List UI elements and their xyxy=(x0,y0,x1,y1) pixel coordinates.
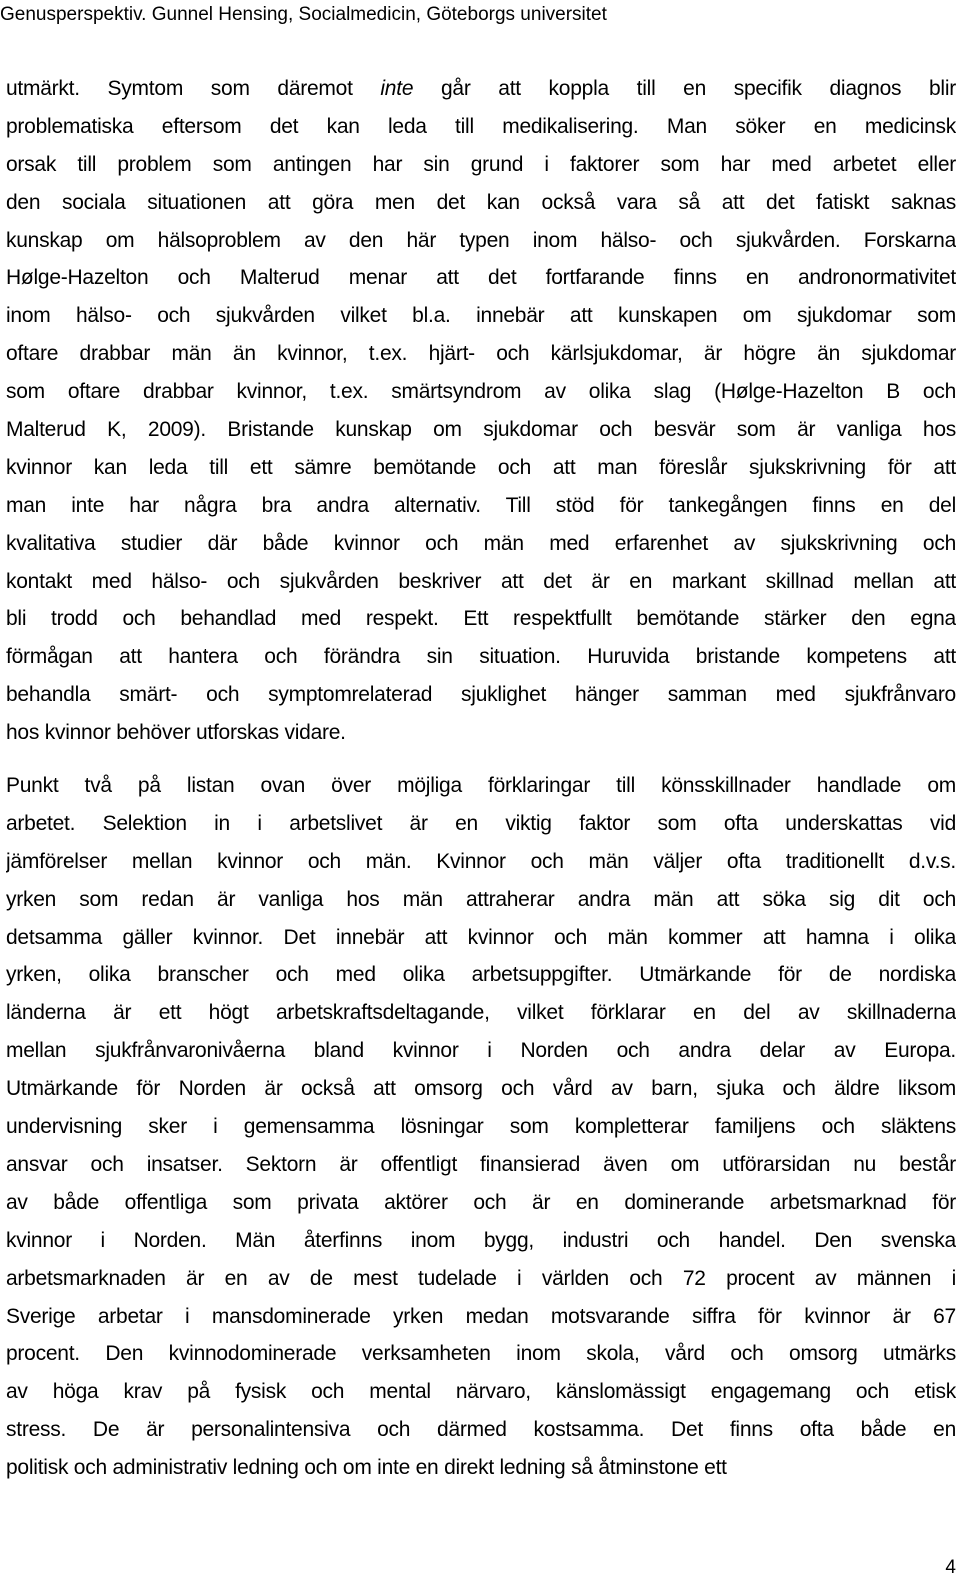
text-line: länderna är ett högt arbetskraftsdeltagande, vilket förklarar en del av skillnaderna xyxy=(6,1001,956,1025)
text-line: Malterud K, 2009). Bristande kunskap om sjukdomar och besvär som är vanliga hos xyxy=(6,418,956,442)
text-line: Hølge-Hazelton och Malterud menar att det fortfarande finns en andronormativitet xyxy=(6,266,956,290)
text-line: problematiska eftersom det kan leda till medikalisering. Man söker en medicinsk xyxy=(6,114,956,138)
text-segment: utmärkt. Symtom som däremot xyxy=(6,77,381,100)
text-line: politisk och administrativ ledning och om inte en direkt ledning så åtminstone ett xyxy=(6,1456,727,1480)
text-line: yrken, olika branscher och med olika arbetsuppgifter. Utmärkande för de nordiska xyxy=(6,963,956,987)
text-line: Punkt två på listan ovan över möjliga förklaringar till könsskillnader handlade om xyxy=(6,774,956,798)
text-line: stress. De är personalintensiva och därmed kostsamma. Det finns ofta både en xyxy=(6,1418,956,1442)
page-number: 4 xyxy=(945,1557,956,1578)
text-line: kunskap om hälsoproblem av den här typen inom hälso- och sjukvården. Forskarna xyxy=(6,228,956,252)
text-line: arbetsmarknaden är en av de mest tudelade i världen och 72 procent av männen i xyxy=(6,1266,956,1290)
text-line: inom hälso- och sjukvården vilket bl.a. innebär att kunskapen om sjukdomar som xyxy=(6,304,956,328)
text-line: behandla smärt- och symptomrelaterad sjuklighet hänger samman med sjukfrånvaro xyxy=(6,683,956,707)
text-line: mellan sjukfrånvaronivåerna bland kvinnor i Norden och andra delar av Europa. xyxy=(6,1039,956,1063)
text-line: ansvar och insatser. Sektorn är offentligt finansierad även om utförarsidan nu består xyxy=(6,1152,956,1176)
text-line: den sociala situationen att göra men det kan också vara så att det fatiskt saknas xyxy=(6,190,956,214)
text-line: oftare drabbar män än kvinnor, t.ex. hjärt- och kärlsjukdomar, är högre än sjukdomar xyxy=(6,342,956,366)
text-segment: går att koppla till en specifik diagnos blir xyxy=(413,77,956,100)
text-line: som oftare drabbar kvinnor, t.ex. smärtsyndrom av olika slag (Hølge-Hazelton B och xyxy=(6,380,956,404)
text-line: kvinnor i Norden. Män återfinns inom bygg, industri och handel. Den svenska xyxy=(6,1228,956,1252)
paragraph xyxy=(6,70,956,752)
text-line xyxy=(6,70,956,108)
paragraph-spacer xyxy=(6,752,956,767)
text-line: förmågan att hantera och förändra sin situation. Huruvida bristande kompetens att xyxy=(6,645,956,669)
text-line: arbetet. Selektion in i arbetslivet är en viktig faktor som ofta underskattas vid xyxy=(6,811,956,835)
paragraph xyxy=(6,767,956,1487)
emphasis: inte xyxy=(380,77,414,100)
text-line: detsamma gäller kvinnor. Det innebär att kvinnor och män kommer att hamna i olika xyxy=(6,925,956,949)
text-line: man inte har några bra andra alternativ. Till stöd för tankegången finns en del xyxy=(6,493,956,517)
text-line: hos kvinnor behöver utforskas vidare. xyxy=(6,721,346,745)
running-header: Genusperspektiv. Gunnel Hensing, Socialmedicin, Göteborgs universitet xyxy=(0,4,607,25)
text-line: av höga krav på fysisk och mental närvaro, känslomässigt engagemang och etisk xyxy=(6,1380,956,1404)
text-line: jämförelser mellan kvinnor och män. Kvinnor och män väljer ofta traditionellt d.v.s. xyxy=(6,849,956,873)
text-line: kvinnor kan leda till ett sämre bemötande och att man föreslår sjukskrivning för att xyxy=(6,455,956,479)
text-line: procent. Den kvinnodominerade verksamheten inom skola, vård och omsorg utmärks xyxy=(6,1342,956,1366)
text-line: undervisning sker i gemensamma lösningar som kompletterar familjens och släktens xyxy=(6,1115,956,1139)
paragraph-container xyxy=(6,70,956,1487)
text-line: bli trodd och behandlad med respekt. Ett respektfullt bemötande stärker den egna xyxy=(6,607,956,631)
text-line: orsak till problem som antingen har sin grund i faktorer som har med arbetet eller xyxy=(6,152,956,176)
body-text xyxy=(6,70,956,1487)
text-line: Utmärkande för Norden är också att omsorg och vård av barn, sjuka och äldre liksom xyxy=(6,1077,956,1101)
text-line: kvalitativa studier där både kvinnor och män med erfarenhet av sjukskrivning och xyxy=(6,531,956,555)
text-line: kontakt med hälso- och sjukvården beskriver att det är en markant skillnad mellan att xyxy=(6,569,956,593)
text-line: Sverige arbetar i mansdominerade yrken medan motsvarande siffra för kvinnor är 67 xyxy=(6,1304,956,1328)
text-line: yrken som redan är vanliga hos män attraherar andra män att söka sig dit och xyxy=(6,887,956,911)
text-line: av både offentliga som privata aktörer och är en dominerande arbetsmarknad för xyxy=(6,1190,956,1214)
